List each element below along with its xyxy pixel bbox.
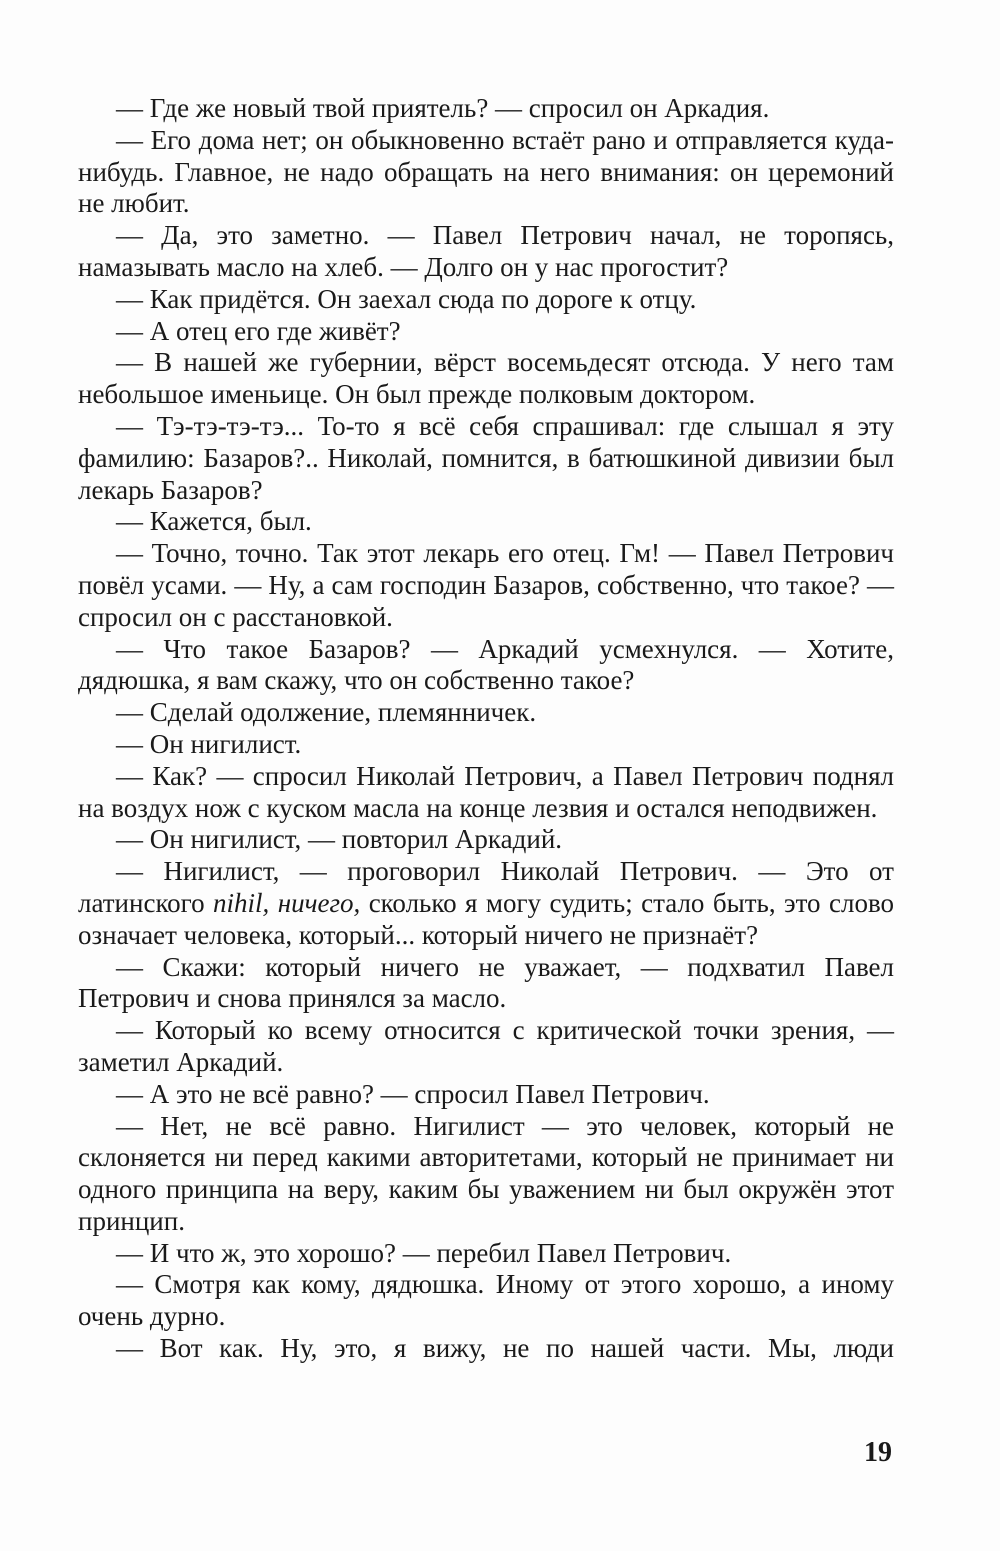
paragraph: — А отец его где живёт? — [116, 315, 401, 346]
paragraph: — Он нигилист, — повторил Аркадий. — [116, 824, 563, 855]
paragraph: — Как? — спросил Николай Петрович, а Павел Петрович поднял на воздух нож с куском масла на конце лезвия и остался неподвижен. — [78, 760, 894, 823]
paragraph: — Его дома нет; он обыкновенно встаёт рано и отправляется куда-нибудь. Главное, не надо обращать на него внимания: он церемоний не любит. — [78, 124, 894, 219]
paragraph: — Который ко всему относится с критической точки зрения, — заметил Аркадий. — [78, 1015, 894, 1077]
paragraph: — Нет, не всё равно. Нигилист — это человек, который не склоняется ни перед какими авторитетами, который не принимает ни одного принципа на веру, каким бы уважением ни был окружён этот принцип. — [78, 1110, 894, 1236]
paragraph: — А это не всё равно? — спросил Павел Петрович. — [116, 1078, 710, 1109]
paragraph: — Скажи: который ничего не уважает, — подхватил Павел Петрович и снова принялся за масло. — [78, 951, 894, 1014]
paragraph: — Да, это заметно. — Павел Петрович начал, не торопясь, намазывать масло на хлеб. — Долго он у нас прогостит? — [78, 220, 894, 282]
paragraph: — Точно, точно. Так этот лекарь его отец. Гм! — Павел Петрович повёл усами. — Ну, а сам господин Базаров, собственно, что такое? — спросил он с расстановкой. — [78, 538, 894, 632]
paragraph: — В нашей же губернии, вёрст восемьдесят отсюда. У него там небольшое именьице. Он был прежде полковым доктором. — [78, 347, 894, 410]
paragraph-nihil — [78, 856, 894, 951]
paragraph: — Вот как. Ну, это, я вижу, не по нашей части. Мы, люди — [116, 1333, 894, 1364]
paragraph: — Сделай одолжение, племянничек. — [116, 697, 537, 728]
paragraph: — Что такое Базаров? — Аркадий усмехнулся. — Хотите, дядюшка, я вам скажу, что он собственно такое? — [78, 633, 894, 696]
paragraph: — Где же новый твой приятель? — спросил он Аркадия. — [116, 93, 770, 123]
paragraph: — Как придётся. Он заехал сюда по дороге к отцу. — [116, 283, 697, 314]
paragraph-part: — Нигилист, — проговорил Николай Петрович. — Это от латинского — [78, 856, 894, 918]
paragraph: — И что ж, это хорошо? — перебил Павел Петрович. — [116, 1237, 732, 1268]
paragraph: — Кажется, был. — [116, 506, 312, 537]
latin-term: nihil, ничего, — [213, 887, 361, 918]
paragraph: — Тэ-тэ-тэ-тэ... То-то я всё себя спрашивал: где слышал я эту фамилию: Базаров?.. Николай, помнится, в батюшкиной дивизии был лекарь Базаров? — [78, 410, 894, 505]
paragraph: — Смотря как кому, дядюшка. Иному от этого хорошо, а иному очень дурно. — [78, 1269, 894, 1332]
paragraph: — Он нигилист. — [116, 728, 302, 759]
paragraph-part: сколько я могу судить; стало быть, это слово означает человека, который... который ничего не признаёт? — [78, 887, 895, 950]
page-number: 19 — [864, 1437, 892, 1468]
page-text — [78, 93, 894, 1365]
